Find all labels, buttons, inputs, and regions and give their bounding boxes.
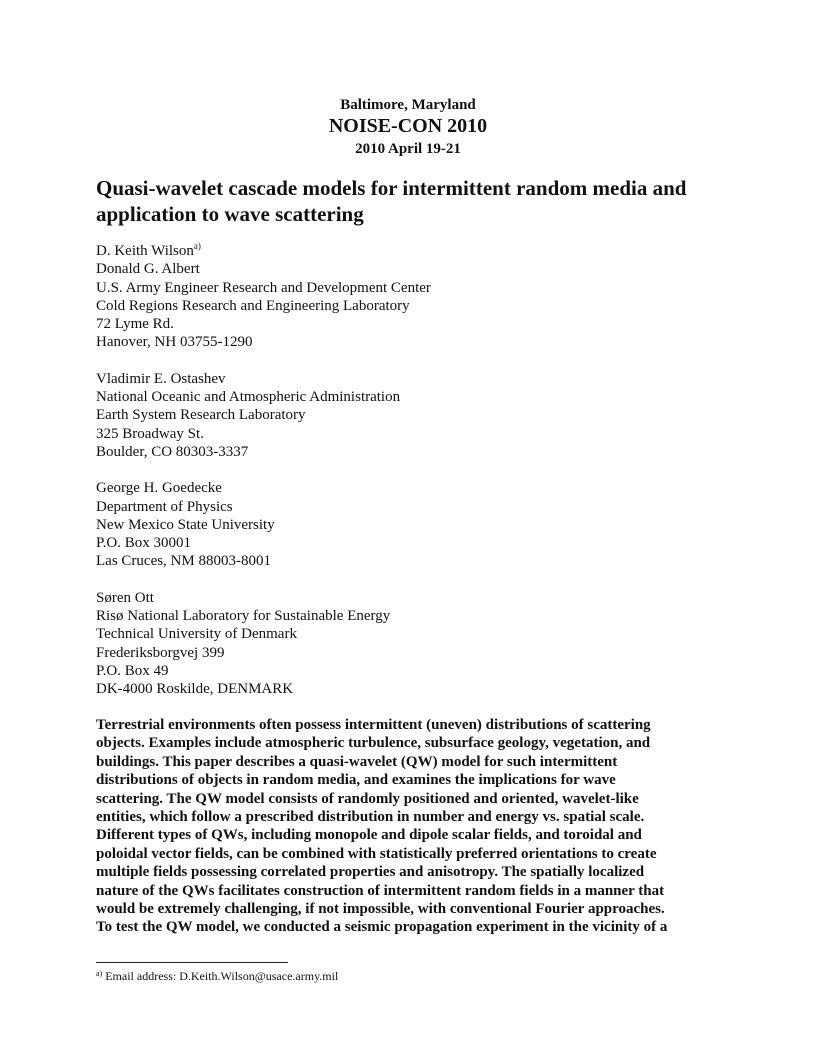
abstract-line: Different types of QWs, including monopole and dipole scalar fields, and toroidal and	[96, 827, 642, 844]
footnote-marker: a)	[193, 241, 201, 251]
abstract-line: objects. Examples include atmospheric turbulence, subsurface geology, vegetation, and	[96, 735, 651, 752]
address-line: 72 Lyme Rd.	[96, 316, 174, 333]
title-line: Quasi-wavelet cascade models for intermittent random media and	[96, 176, 687, 200]
address-line: P.O. Box 49	[96, 662, 169, 679]
footnote	[96, 969, 338, 983]
address-line: Las Cruces, NM 88003-8001	[96, 553, 271, 570]
author-name: George H. Goedecke	[96, 480, 222, 497]
conference-location: Baltimore, Maryland	[340, 97, 476, 113]
author-name: Vladimir E. Ostashev	[96, 370, 226, 387]
affiliation-line: U.S. Army Engineer Research and Development Center	[96, 279, 431, 296]
abstract-line: multiple fields possessing correlated properties and anisotropy. The spatially localized	[96, 864, 645, 881]
author-block-goedecke	[96, 479, 736, 570]
footnote-email-text: Email address: D.Keith.Wilson@usace.army.mil	[105, 969, 339, 983]
author-block-ott	[96, 589, 736, 699]
title-line: application to wave scattering	[96, 202, 364, 226]
affiliation-line: Department of Physics	[96, 498, 233, 515]
abstract-line: poloidal vector fields, can be combined with statistically preferred orientations to create	[96, 845, 657, 862]
affiliation-line: Earth System Research Laboratory	[96, 407, 306, 424]
abstract	[96, 716, 720, 937]
author-affiliations	[96, 242, 736, 717]
conference-dates: 2010 April 19-21	[355, 141, 461, 157]
author-name: Donald G. Albert	[96, 261, 200, 278]
footnote-marker: a)	[96, 969, 103, 978]
affiliation-line: Technical University of Denmark	[96, 626, 297, 643]
abstract-line: distributions of objects in random media, and examines the implications for wave	[96, 772, 616, 789]
conference-name: NOISE-CON 2010	[328, 115, 488, 137]
abstract-line: would be extremely challenging, if not impossible, with conventional Fourier approaches.	[96, 901, 665, 918]
address-line: DK-4000 Roskilde, DENMARK	[96, 681, 294, 698]
footnote-divider	[96, 962, 288, 963]
address-line: Frederiksborgvej 399	[96, 644, 225, 661]
abstract-line: scattering. The QW model consists of randomly positioned and oriented, wavelet-like	[96, 790, 639, 807]
affiliation-line: Cold Regions Research and Engineering Laboratory	[96, 297, 410, 314]
abstract-line: To test the QW model, we conducted a seismic propagation experiment in the vicinity of a	[96, 919, 668, 936]
abstract-line: buildings. This paper describes a quasi-wavelet (QW) model for such intermittent	[96, 753, 618, 770]
affiliation-line: Risø National Laboratory for Sustainable Energy	[96, 608, 391, 625]
abstract-line: entities, which follow a prescribed distribution in number and energy vs. spatial scale.	[96, 809, 645, 826]
affiliation-line: National Oceanic and Atmospheric Administration	[96, 389, 401, 406]
address-line: P.O. Box 30001	[96, 535, 192, 552]
author-block-wilson-albert	[96, 242, 736, 352]
author-name: D. Keith Wilson$^{a)}$	[96, 241, 201, 259]
author-block-ostashev	[96, 370, 736, 461]
paper-title	[96, 175, 736, 227]
abstract-line: Terrestrial environments often possess intermittent (uneven) distributions of scattering	[96, 717, 651, 733]
affiliation-line: New Mexico State University	[96, 516, 275, 533]
abstract-line: nature of the QWs facilitates construction of intermittent random fields in a manner that	[96, 882, 665, 899]
address-line: 325 Broadway St.	[96, 425, 204, 442]
address-line: Hanover, NH 03755-1290	[96, 334, 253, 351]
author-name: Søren Ott	[96, 589, 154, 606]
address-line: Boulder, CO 80303-3337	[96, 443, 249, 460]
